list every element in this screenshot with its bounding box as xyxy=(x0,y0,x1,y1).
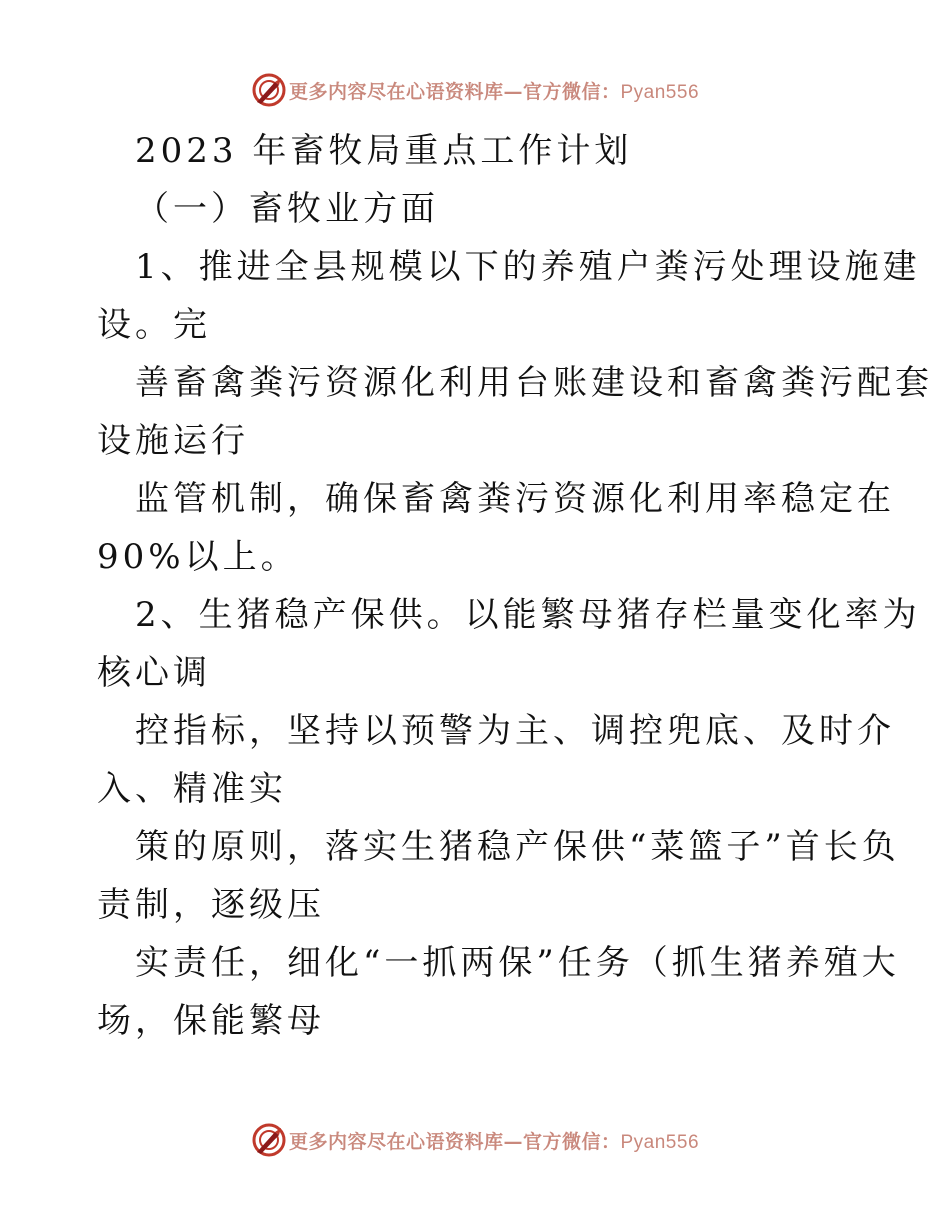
watermark-label: 更多内容尽在心语资料库—官方微信： xyxy=(288,80,621,103)
paragraph-line: 入、精准实 xyxy=(97,769,287,809)
watermark-text xyxy=(289,77,699,104)
paragraph-line: 场，保能繁母 xyxy=(97,1001,325,1041)
paragraph-line: 策的原则，落实生猪稳产保供“菜篮子”首长负 xyxy=(135,827,900,867)
paragraph-line: 核心调 xyxy=(97,653,211,693)
paragraph-line: 设。完 xyxy=(97,305,211,345)
document-body xyxy=(97,122,933,1050)
paragraph-line: 实责任，细化“一抓两保”任务（抓生猪养殖大 xyxy=(135,943,900,983)
paragraph-line: 责制，逐级压 xyxy=(97,885,325,925)
watermark-text xyxy=(289,1127,699,1154)
footer-watermark xyxy=(0,1120,950,1160)
paragraph-line: 监管机制，确保畜禽粪污资源化利用率稳定在 xyxy=(135,479,895,519)
paragraph-line: 90%以上。 xyxy=(97,537,299,577)
section-heading: （一）畜牧业方面 xyxy=(135,189,439,229)
watermark-account: Pyan556 xyxy=(620,81,700,103)
watermark-account: Pyan556 xyxy=(620,1131,700,1153)
paragraph-line: 2、生猪稳产保供。以能繁母猪存栏量变化率为 xyxy=(135,595,921,635)
paragraph-line: 设施运行 xyxy=(97,421,249,461)
paragraph-line: 善畜禽粪污资源化利用台账建设和畜禽粪污配套 xyxy=(135,363,933,403)
paragraph-line: 1、推进全县规模以下的养殖户粪污处理设施建 xyxy=(135,247,921,287)
pen-logo-icon xyxy=(251,1122,287,1158)
header-watermark xyxy=(0,70,950,110)
watermark-label: 更多内容尽在心语资料库—官方微信： xyxy=(288,1130,621,1153)
pen-logo-icon xyxy=(251,72,287,108)
document-title: 2023 年畜牧局重点工作计划 xyxy=(135,131,633,171)
paragraph-line: 控指标，坚持以预警为主、调控兜底、及时介 xyxy=(135,711,895,751)
